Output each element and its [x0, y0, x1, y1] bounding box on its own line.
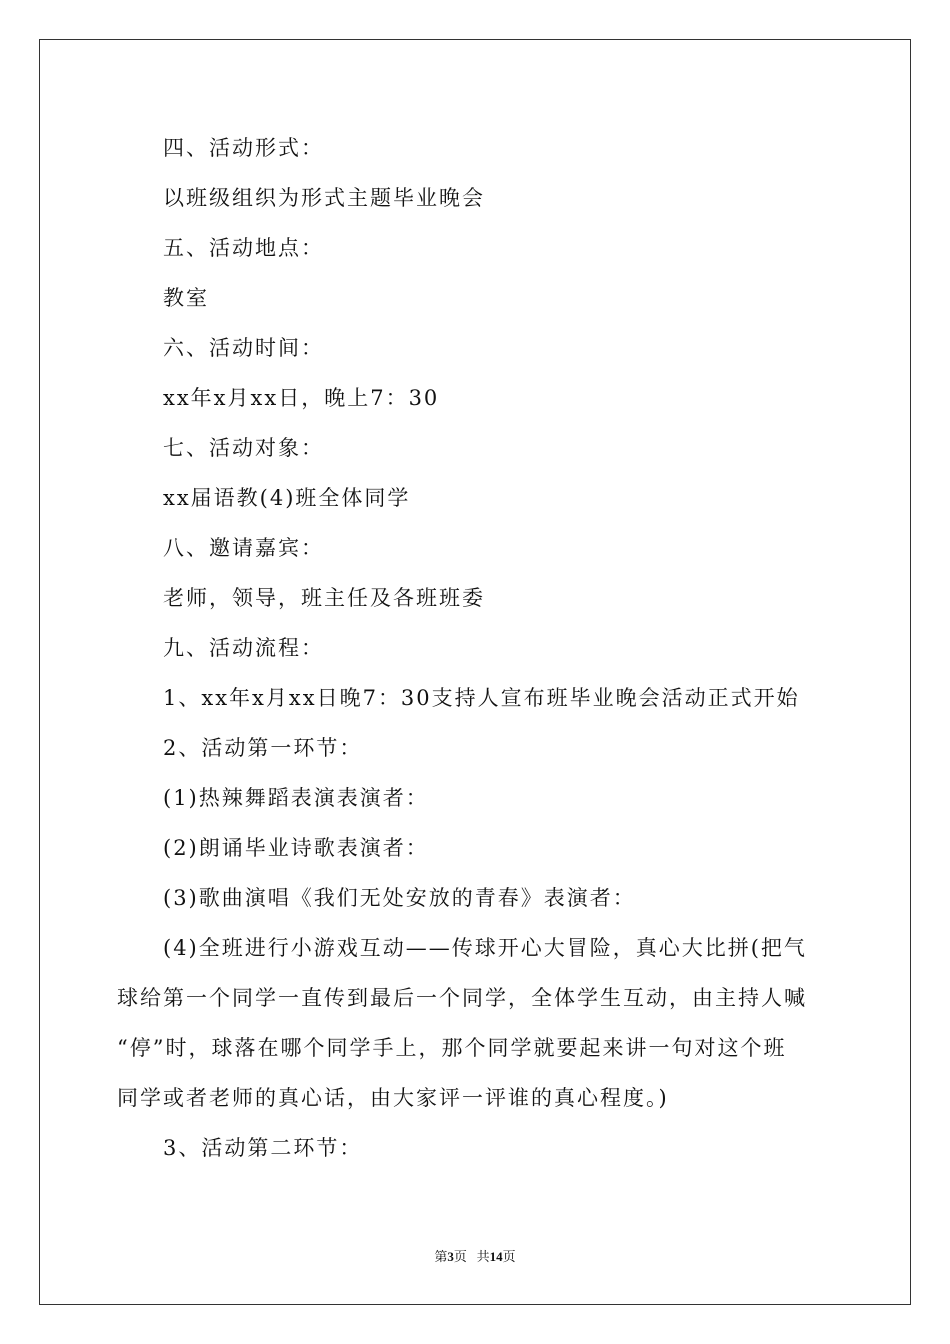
flow-item-1: 1、xx年x月xx日晚7：30支持人宣布班毕业晚会活动正式开始 — [163, 686, 800, 710]
flow-item-3: 3、活动第二环节： — [163, 1136, 363, 1160]
flow-subitem-4-line-3: “停”时，球落在哪个同学手上，那个同学就要起来讲一句对这个班 — [117, 1036, 787, 1060]
footer-suffix: 页 — [502, 1249, 516, 1264]
heading-activity-form: 四、活动形式： — [163, 136, 324, 160]
heading-activity-time: 六、活动时间： — [163, 336, 324, 360]
paragraph-activity-target: xx届语教(4)班全体同学 — [163, 486, 411, 510]
heading-activity-target: 七、活动对象： — [163, 436, 324, 460]
footer-prefix: 第 — [434, 1249, 448, 1264]
heading-guests: 八、邀请嘉宾： — [163, 536, 324, 560]
flow-subitem-3: (3)歌曲演唱《我们无处安放的青春》表演者： — [163, 886, 636, 910]
paragraph-activity-location: 教室 — [163, 286, 209, 310]
heading-activity-location: 五、活动地点： — [163, 236, 324, 260]
heading-activity-flow: 九、活动流程： — [163, 636, 324, 660]
flow-subitem-4-line-2: 球给第一个同学一直传到最后一个同学，全体学生互动，由主持人喊 — [117, 986, 807, 1010]
flow-subitem-1: (1)热辣舞蹈表演表演者： — [163, 786, 429, 810]
paragraph-activity-time: xx年x月xx日，晚上7：30 — [163, 386, 440, 410]
flow-subitem-4-line-1: (4)全班进行小游戏互动——传球开心大冒险，真心大比拼(把气 — [163, 936, 807, 960]
flow-item-2: 2、活动第一环节： — [163, 736, 363, 760]
footer-total-pages: 14 — [489, 1249, 503, 1264]
footer-mid: 页 共 — [453, 1249, 490, 1264]
page-border — [39, 39, 911, 1305]
flow-subitem-4-line-4: 同学或者老师的真心话，由大家评一评谁的真心程度。) — [117, 1086, 669, 1110]
paragraph-activity-form: 以班级组织为形式主题毕业晚会 — [163, 186, 485, 210]
flow-subitem-2: (2)朗诵毕业诗歌表演者： — [163, 836, 429, 860]
page-footer — [0, 1246, 950, 1265]
footer-current-page: 3 — [447, 1249, 454, 1264]
paragraph-guests: 老师，领导，班主任及各班班委 — [163, 586, 485, 610]
